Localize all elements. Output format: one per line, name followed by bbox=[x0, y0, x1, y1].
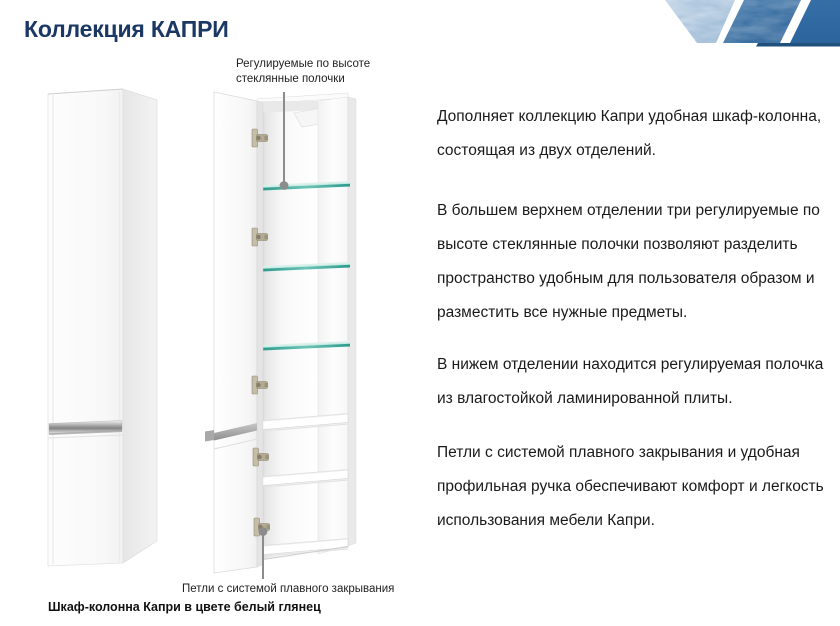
open-door-edge bbox=[257, 101, 263, 567]
callout-hinges-label: Петли с системой плавного закрывания bbox=[182, 583, 395, 595]
open-cabinet-right-outer bbox=[348, 97, 356, 546]
closed-cabinet-front bbox=[48, 89, 123, 566]
decor-water-stripes bbox=[665, 0, 840, 47]
open-cabinet-interior-back bbox=[258, 101, 318, 560]
body-text bbox=[437, 100, 837, 564]
open-cabinet-right-inner bbox=[318, 97, 348, 554]
closed-cabinet-image bbox=[48, 89, 157, 566]
callout-text-line1: Регулируемые по высоте bbox=[236, 58, 371, 70]
water-stripe-underline bbox=[756, 43, 840, 47]
body-paragraph: В большем верхнем отделении три регулируемые по высоте стеклянные полочки позволяют разделить пространство удобным для пользователя образом и разместить все нужные предметы. bbox=[437, 202, 820, 321]
closed-cabinet-side-panel bbox=[123, 89, 157, 563]
page-title: Коллекция КАПРИ bbox=[24, 16, 229, 42]
open-door-face bbox=[214, 92, 257, 573]
callout-glass-shelves-label bbox=[236, 57, 370, 87]
body-paragraph: Петли с системой плавного закрывания и удобная профильная ручка обеспечивают комфорт и легкость использования мебели Капри. bbox=[437, 444, 824, 529]
door-handle-end bbox=[205, 430, 214, 442]
body-paragraph: Дополняет коллекцию Капри удобная шкаф-колонна, состоящая из двух отделений. bbox=[437, 108, 822, 159]
body-paragraph: В нижем отделении находится регулируемая полочка из влагостойкой ламинированной плиты. bbox=[437, 356, 824, 407]
water-stripe-medium bbox=[723, 0, 801, 43]
callout-dot bbox=[280, 181, 289, 190]
open-cabinet-image bbox=[205, 92, 356, 573]
callout-text-line2: стеклянные полочки bbox=[236, 73, 345, 85]
image-caption: Шкаф-колонна Капри в цвете белый глянец bbox=[48, 600, 321, 614]
water-stripe-light bbox=[665, 0, 735, 43]
